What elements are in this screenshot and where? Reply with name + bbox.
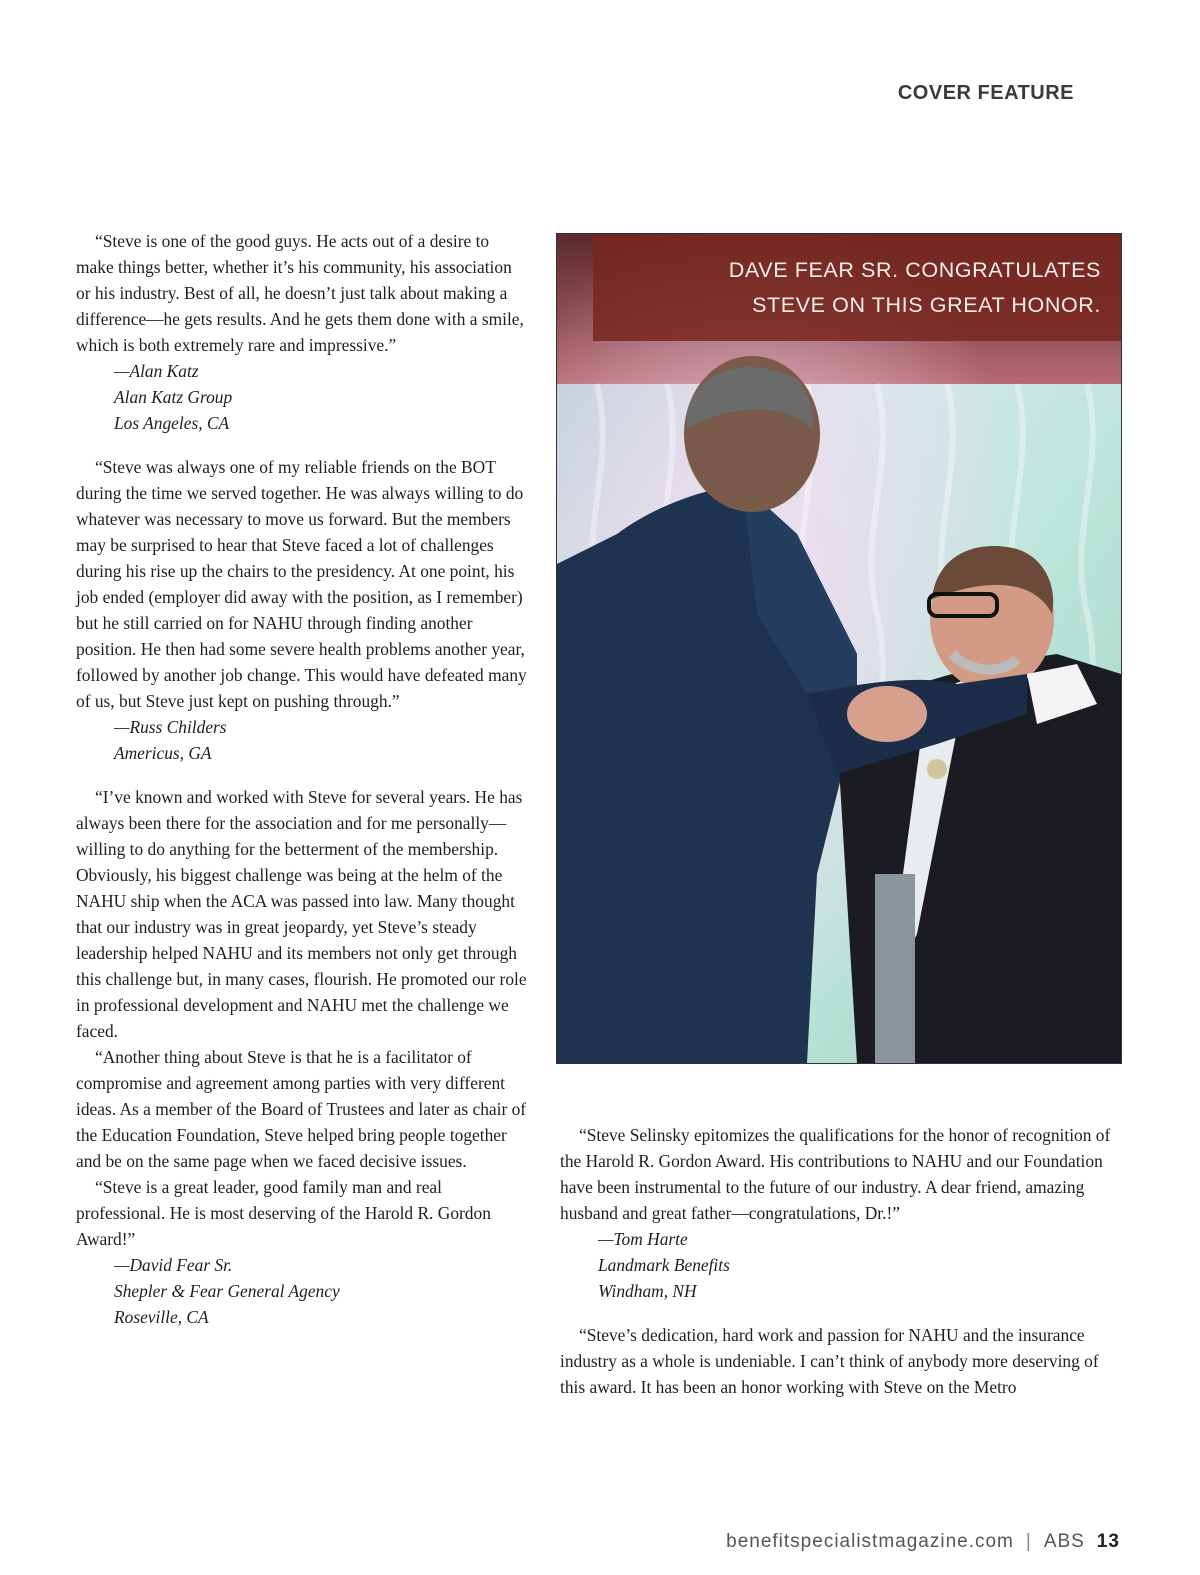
attribution-location: Los Angeles, CA — [114, 413, 230, 433]
quote-paragraph: “Another thing about Steve is that he is a facilitator of compromise and agreement among parties with very different ideas. As a member of the Board of Trustees and later as chair of the Education Foundation, Steve helped bring people together and be on the same page when we faced decisive issues. — [76, 1047, 527, 1171]
attribution-name: —Tom Harte — [598, 1229, 688, 1249]
testimonial-tom-harte — [560, 1122, 1120, 1304]
page-footer — [726, 1531, 1120, 1553]
photo-caption — [729, 253, 1121, 323]
caption-line: STEVE ON THIS GREAT HONOR. — [752, 292, 1101, 317]
attribution-company: Shepler & Fear General Agency — [114, 1281, 340, 1301]
quote-paragraph: “Steve is one of the good guys. He acts out of a desire to make things better, whether it’s his community, his association or his industry. Best of all, he doesn’t just talk about making a difference—he gets results. And he gets them done with a smile, which is both extremely rare and impressive.” — [76, 231, 524, 355]
left-column — [76, 228, 528, 1348]
quote-paragraph: “Steve’s dedication, hard work and passion for NAHU and the insurance industry as a whole is undeniable. I can’t think of anybody more deserving of this award. It has been an honor working with Steve on the Metro — [560, 1325, 1099, 1397]
quote-paragraph: “Steve is a great leader, good family man and real professional. He is most deserving of the Harold R. Gordon Award!” — [76, 1177, 491, 1249]
award-photo — [556, 233, 1122, 1064]
footer-separator: | — [1025, 1531, 1032, 1552]
testimonial-continued — [560, 1322, 1120, 1400]
quote-paragraph: “I’ve known and worked with Steve for several years. He has always been there for the association and for me personally—willing to do anything for the betterment of the membership. Obviously, his biggest challenge was being at the helm of the NAHU ship when the ACA was passed into law. Many thought that our industry was in great jeopardy, yet Steve’s steady leadership helped NAHU and its members not only get through this challenge but, in many cases, flourish. He promoted our role in professional development and NAHU met the challenge we faced. — [76, 787, 527, 1041]
attribution-location: Americus, GA — [114, 743, 212, 763]
footer-publication: ABS — [1043, 1531, 1085, 1552]
right-column — [560, 1122, 1120, 1418]
photo-caption-box — [593, 234, 1121, 341]
attribution-name: —Russ Childers — [114, 717, 227, 737]
page-number: 13 — [1096, 1531, 1120, 1552]
testimonial-russ-childers — [76, 454, 528, 766]
testimonial-alan-katz — [76, 228, 528, 436]
quote-paragraph: “Steve was always one of my reliable friends on the BOT during the time we served together. He was always willing to do whatever was necessary to move us forward. But the members may be surprised to hear that Steve faced a lot of challenges during his rise up the chairs to the presidency. At one point, his job ended (employer did away with the position, as I remember) but he still carried on for NAHU through finding another position. He then had some severe health problems another year, followed by another job change. This would have defeated many of us, but Steve just kept on pushing through.” — [76, 457, 527, 711]
photo-illustration — [557, 234, 1121, 1063]
attribution-company: Landmark Benefits — [598, 1255, 730, 1275]
attribution-name: —David Fear Sr. — [114, 1255, 233, 1275]
attribution-location: Roseville, CA — [114, 1307, 209, 1327]
footer-site-link[interactable]: benefitspecialistmagazine.com — [726, 1531, 1014, 1552]
section-label: COVER FEATURE — [897, 82, 1074, 104]
testimonial-david-fear — [76, 784, 528, 1330]
attribution-location: Windham, NH — [598, 1281, 697, 1301]
attribution-company: Alan Katz Group — [114, 387, 233, 407]
quote-paragraph: “Steve Selinsky epitomizes the qualifications for the honor of recognition of the Harold R. Gordon Award. His contributions to NAHU and our Foundation have been instrumental to the future of our industry. A dear friend, amazing husband and great father—congratulations, Dr.!” — [560, 1125, 1111, 1223]
attribution-name: —Alan Katz — [114, 361, 199, 381]
caption-line: DAVE FEAR SR. CONGRATULATES — [728, 257, 1101, 282]
